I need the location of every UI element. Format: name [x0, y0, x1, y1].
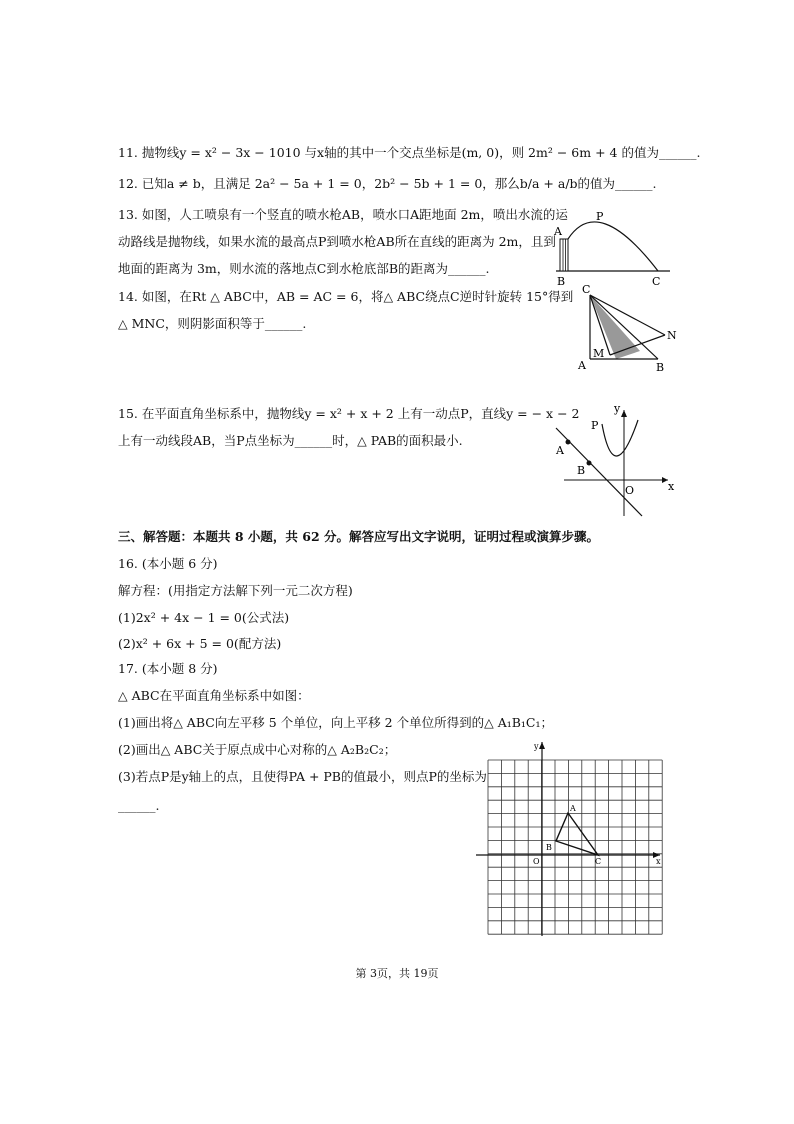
question-14-line-1: 14. 如图，在Rt △ ABC中，AB = AC = 6，将△ ABC绕点C逆时针旋转 15°得到: [118, 289, 574, 304]
parabola-line-figure: [550, 402, 678, 520]
label-C: C: [652, 275, 661, 288]
label-A: A: [554, 225, 562, 238]
label-B: B: [656, 361, 665, 374]
page-footer: 第 3页，共 19页: [355, 967, 439, 980]
rotated-triangle-figure: [576, 283, 680, 375]
label-x: x: [656, 857, 661, 866]
question-13-line-1: 13. 如图，人工喷泉有一个竖直的喷水枪AB，喷水口A距地面 2m，喷出水流的运: [118, 207, 568, 222]
label-A: A: [556, 444, 564, 457]
question-16-part-1: (1)2x² + 4x − 1 = 0(公式法): [118, 610, 290, 625]
question-12: 12. 已知a ≠ b，且满足 2a² − 5a + 1 = 0，2b² − 5b + 1 = 0，那么b/a + a/b的值为______.: [118, 176, 657, 191]
question-13-line-3: 地面的距离为 3m，则水流的落地点C到水枪底部B的距离为______.: [118, 261, 490, 276]
label-O: O: [625, 484, 635, 497]
question-13-line-2: 动路线是抛物线，如果水流的最高点P到喷水枪AB所在直线的距离为 2m，且到: [118, 234, 556, 249]
label-C: C: [595, 857, 602, 866]
label-y: y: [534, 742, 539, 751]
fountain-figure: [552, 205, 674, 293]
question-17-intro: △ ABC在平面直角坐标系中如图：: [118, 688, 310, 703]
question-17-part-3-blank: ______.: [118, 798, 160, 813]
question-16-part-2: (2)x² + 6x + 5 = 0(配方法): [118, 636, 282, 651]
question-14-line-2: △ MNC，则阴影面积等于______.: [118, 316, 307, 331]
label-B: B: [557, 275, 566, 288]
coordinate-grid-figure: [476, 740, 666, 940]
label-C: C: [582, 283, 591, 296]
question-17-part-2: (2)画出△ ABC关于原点成中心对称的△ A₂B₂C₂；: [118, 742, 397, 757]
question-16-title: 16. (本小题 6 分): [118, 556, 218, 571]
question-15-line-1: 15. 在平面直角坐标系中，抛物线y = x² + x + 2 上有一动点P，直线y = − x − 2: [118, 406, 580, 421]
label-N: N: [667, 329, 677, 342]
question-15-line-2: 上有一动线段AB，当P点坐标为______时，△ PAB的面积最小.: [118, 433, 463, 448]
question-17-title: 17. (本小题 8 分): [118, 661, 218, 676]
label-P: P: [596, 210, 604, 223]
section-3-heading: 三、解答题：本题共 8 小题，共 62 分。解答应写出文字说明，证明过程或演算步骤。: [118, 529, 600, 544]
question-16-intro: 解方程：(用指定方法解下列一元二次方程): [118, 583, 353, 598]
question-17-part-3: (3)若点P是y轴上的点，且使得PA + PB的值最小，则点P的坐标为: [118, 769, 487, 784]
label-P: P: [591, 419, 599, 432]
label-M: M: [593, 347, 605, 360]
label-B: B: [577, 464, 586, 477]
label-x: x: [668, 480, 675, 493]
question-11: 11. 抛物线y = x² − 3x − 1010 与x轴的其中一个交点坐标是(m, 0)，则 2m² − 6m + 4 的值为______.: [118, 145, 701, 160]
question-17-part-1: (1)画出将△ ABC向左平移 5 个单位，向上平移 2 个单位所得到的△ A₁B₁C₁；: [118, 715, 553, 730]
label-A: A: [570, 804, 576, 813]
label-O: O: [533, 857, 540, 866]
label-A: A: [578, 359, 586, 372]
label-y: y: [614, 402, 621, 415]
label-B: B: [546, 843, 552, 852]
